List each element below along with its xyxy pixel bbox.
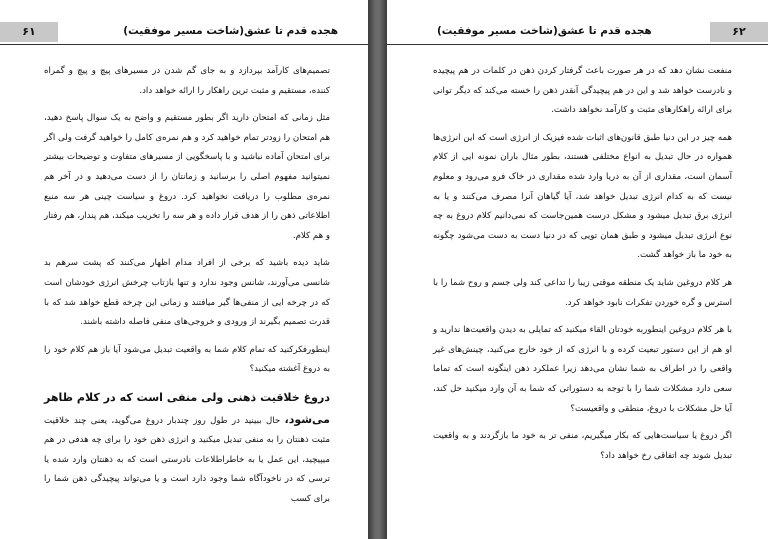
book-gutter	[368, 0, 387, 539]
page-header	[387, 22, 768, 45]
page-number: ۶۲	[710, 22, 768, 42]
paragraph: هر کلام دروغین شاید یک منطقه موقتی زیبا را تداعی کند ولی جسم و روح شما را با استرس و گره خوردن تفکرات نابود خواهد کرد.	[433, 277, 732, 308]
paragraph: منفعت نشان دهد که در هر صورت باعث گرفتار کردن ذهن در کلمات در هم پیچیده و نادرست خواهد شد و این در هم پیچیدگی آنقدر ذهن را خسته می‌کند که دیگر توانی برای ارائه راهکارهای مثبت و کارآمد نخواهد داشت.	[433, 66, 732, 116]
paragraph-with-lead	[44, 388, 330, 510]
paragraph: با هر کلام دروغین اینطوربه خودتان القاء میکنید که تمایلی به دیدن واقعیت‌ها ندارید و او هم از این دستور تبعیت کرده و با انرژی که از خود خارج می‌کنید، چینش‌های غیر واقعی را در اطراف به شما نشان می‌دهد زیرا عملکرد ذهن اینگونه است که تماما سعی دارد مشکلات شما را با توجه به دستوراتی که شما به آن وارد میکنید حل کند، آیا حل مشکلات با دروغ، منطقی و واقعیست؟	[433, 325, 732, 414]
right-page	[387, 0, 768, 539]
paragraph: تصمیم‌های کارآمد بپردازد و به جای گم شدن در مسیرهای پیچ و پیچ و گمراه کننده، مستقیم و مثبت ترین راهکار را ارائه خواهد داد.	[44, 66, 330, 96]
page-body	[44, 62, 330, 517]
header-title: هجده قدم تا عشق(شاخت مسیر موفقیت)	[123, 25, 338, 37]
page-body	[433, 62, 732, 474]
header-title: هجده قدم تا عشق(شاخت مسیر موفقیت)	[437, 25, 652, 37]
paragraph-rest: حال ببینید در طول روز چندبار دروغ می‌گوید، یعنی چند خلاقیت مثبت ذهنتان را به منفی تبدیل میکنید و انرژی ذهن خود را برای چه هدفی در هم میپیچید، این عمل یا به خاطراطلاعات نادرستی است که به ذهنتان وارد شده یا ترسی که در ناخودآگاه شما وجود دارد است و یا می‌تواند پیچیدگی ذهن شما را برای کسب	[44, 415, 330, 504]
page-header	[0, 22, 368, 45]
paragraph: همه چیز در این دنیا طبق قانون‌های اثبات شده فیزیک از انرژی است که این انرژی‌ها همواره در حال تبدیل به انواع مختلفی هستند، بطور مثال باران نمونه ایی از کلام آسمان است، مقداری از آن به دریا وارد شده مقداری در خاک فرو می‌رود و معلوم نیست که به کدام انرژی تبدیل خواهد شد، آیا گیاهان آنرا مصرف می‌کنند و یا به انرژی برق تبدیل میشود و مشکل درست همین‌جاست که نمی‌دانیم کلام دروغ به چه نوع انرژی تبدیل میشود و طبق همان تویی که در دنیا دست به دست می‌شود چگونه به خود ما باز خواهد گشت.	[433, 132, 732, 261]
page-number: ۶۱	[0, 22, 58, 42]
paragraph: شاید دیده باشید که برخی از افراد مدام اظهار می‌کنند که پشت سرهم بد شانسی می‌آورند، شانس وجود ندارد و تنها بازتاب چرخش انرژی خودشان است که در چرخه ایی از منفی‌ها گیر میافتند و زمانی این چرخه قطع خواهد شد که با قدرت تصمیم بگیرند از ورودی و خروجی‌های منفی فاصله داشته باشند.	[44, 258, 330, 328]
paragraph: مثل زمانی که امتحان دارید اگر بطور مستقیم و واضح به یک سوال پاسخ دهید، هم امتحان را زودتر تمام خواهید کرد و هم نمره‌ی کامل را خواهید گرفت ولی اگر برای امتحان آماده نباشید و با پاسخگویی از مسیرهای متفاوت و توضیحات بیشتر نمیتوانید مفهوم اصلی را برسانید و زمانتان را از دست می‌دهید و در آخر هم نمره‌ی مطلوب را دریافت نخواهید کرد. دروغ و سیاست چینی هر سه منبع اطلاعاتی ذهن را از هدف قرار داده و هر سه را تخریب میکند، هم پندار، هم رفتار و هم کلام.	[44, 113, 330, 241]
paragraph: اگر دروغ یا سیاست‌هایی که بکار میگیریم، منفی تر به خود ما بازگردند و به واقعیت تبدیل شوند چه اتفاقی رخ خواهد داد؟	[433, 431, 732, 461]
bold-lead-sentence: دروغ خلاقیت ذهنی ولی منفی است که در کلام ظاهر می‌شود،	[44, 390, 330, 426]
paragraph: اینطورفکرکنید که تمام کلام شما به واقعیت تبدیل می‌شود آیا باز هم کلام خود را به دروغ آغشته میکنید؟	[44, 344, 330, 375]
left-page	[0, 0, 368, 539]
